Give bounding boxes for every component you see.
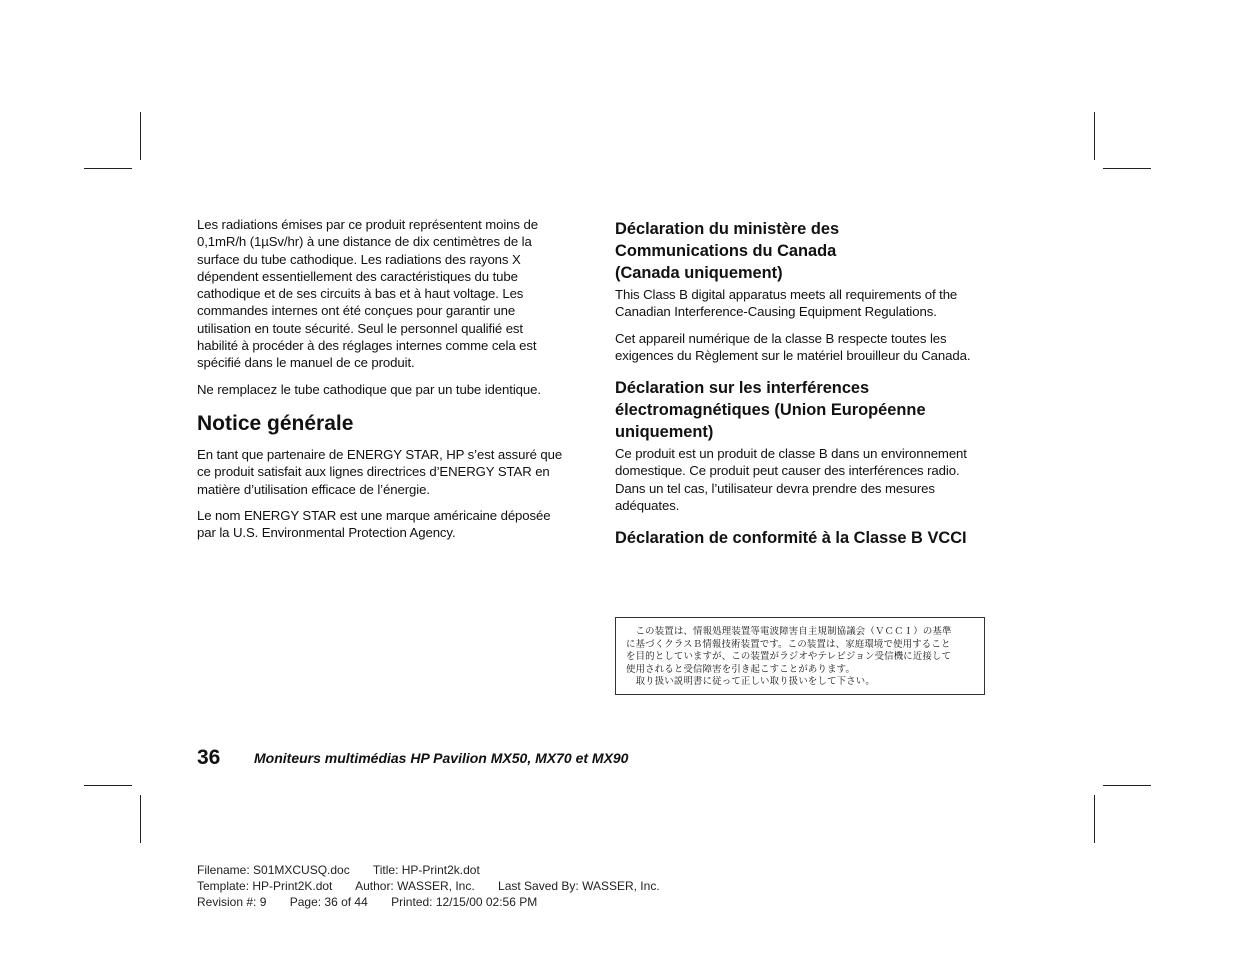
printed-label: Printed: 12/15/00 02:56 PM — [391, 895, 538, 909]
canada-heading — [615, 218, 993, 284]
canada-french-paragraph: Cet appareil numérique de la classe B respecte toutes les exigences du Règlement sur le matériel brouilleur du Canada. — [615, 330, 971, 363]
eu-section — [615, 377, 993, 514]
energy-star-trademark-paragraph: Le nom ENERGY STAR est une marque américaine déposée par la U.S. Environmental Protection Agency. — [197, 507, 551, 541]
metadata-row — [197, 862, 680, 878]
crop-mark — [1103, 168, 1151, 169]
left-column — [197, 216, 565, 550]
vcci-line: 取り扱い説明書に従って正しい取り扱いをして下さい。 — [626, 676, 875, 688]
crop-mark — [140, 795, 141, 843]
canada-english-paragraph: This Class B digital apparatus meets all requirements of the Canadian Interference-Causing Equipment Regulations. — [615, 287, 958, 320]
eu-heading: Déclaration sur les interférences électromagnétiques (Union Européenne uniquement) — [615, 379, 926, 442]
crop-mark — [1103, 785, 1151, 786]
eu-paragraph: Ce produit est un produit de classe B dans un environnement domestique. Ce produit peut causer des interférences radio. Dans un tel cas, l’utilisateur devra prendre des mesures adéquates. — [615, 446, 967, 514]
running-title: Moniteurs multimédias HP Pavilion MX50, MX70 et MX90 — [254, 750, 629, 766]
vcci-notice-box — [615, 617, 985, 695]
author-label: Author: WASSER, Inc. — [355, 879, 475, 893]
crop-mark — [1094, 112, 1095, 160]
page-number: 36 — [197, 746, 221, 769]
right-column — [615, 218, 993, 562]
section-heading-general-notice: Notice générale — [197, 411, 354, 435]
crop-mark — [140, 112, 141, 160]
metadata-row — [197, 878, 680, 894]
vcci-line: に基づくクラスＢ情報技術装置です。この装置は、家庭環境で使用すること — [626, 638, 951, 650]
vcci-section — [615, 527, 993, 549]
vcci-line: この装置は、情報処理装置等電波障害自主規制協議会（ＶＣＣＩ）の基準 — [626, 626, 952, 637]
vcci-line: を目的としていますが、この装置がラジオやテレビジョン受信機に近接して — [626, 651, 952, 663]
tube-replacement-paragraph: Ne remplacez le tube cathodique que par un tube identique. — [197, 381, 541, 397]
revision-label: Revision #: 9 — [197, 895, 267, 909]
canada-heading-line: Communications du Canada — [615, 242, 837, 260]
canada-section — [615, 218, 993, 364]
energy-star-paragraph: En tant que partenaire de ENERGY STAR, HP s’est assuré que ce produit satisfait aux lignes directrices d’ENERGY STAR en matière d’utilisation efficace de l’énergie. — [197, 446, 563, 497]
vcci-line: 使用されると受信障害を引き起こすことがあります。 — [626, 663, 856, 675]
page-label: Page: 36 of 44 — [289, 895, 368, 909]
canada-heading-line: Déclaration du ministère des — [615, 220, 840, 238]
title-label: Title: HP-Print2k.dot — [372, 863, 480, 877]
metadata-row — [197, 894, 680, 910]
template-label: Template: HP-Print2K.dot — [197, 879, 333, 893]
last-saved-label: Last Saved By: WASSER, Inc. — [498, 879, 660, 893]
radiation-paragraph: Les radiations émises par ce produit représentent moins de 0,1mR/h (1µSv/hr) à une distance de dix centimètres de la surface du tube cathodique. Les radiations des rayons X dépendent essentiellement des caractéristiques du tube cathodique et de ses circuits à bas et à haut voltage. Les commandes internes ont été conçues pour garantir une utilisation en toute sécurité. Seul le personnel qualifié est habilité à procéder à des réglages internes comme cela est spécifié dans le manuel de ce produit. — [197, 217, 538, 371]
document-metadata — [197, 862, 680, 910]
crop-mark — [84, 785, 132, 786]
crop-mark — [84, 168, 132, 169]
canada-heading-line: (Canada uniquement) — [615, 264, 783, 282]
crop-mark — [1094, 795, 1095, 843]
filename-label: Filename: S01MXCUSQ.doc — [197, 863, 350, 877]
vcci-heading: Déclaration de conformité à la Classe B VCCI — [615, 529, 967, 548]
